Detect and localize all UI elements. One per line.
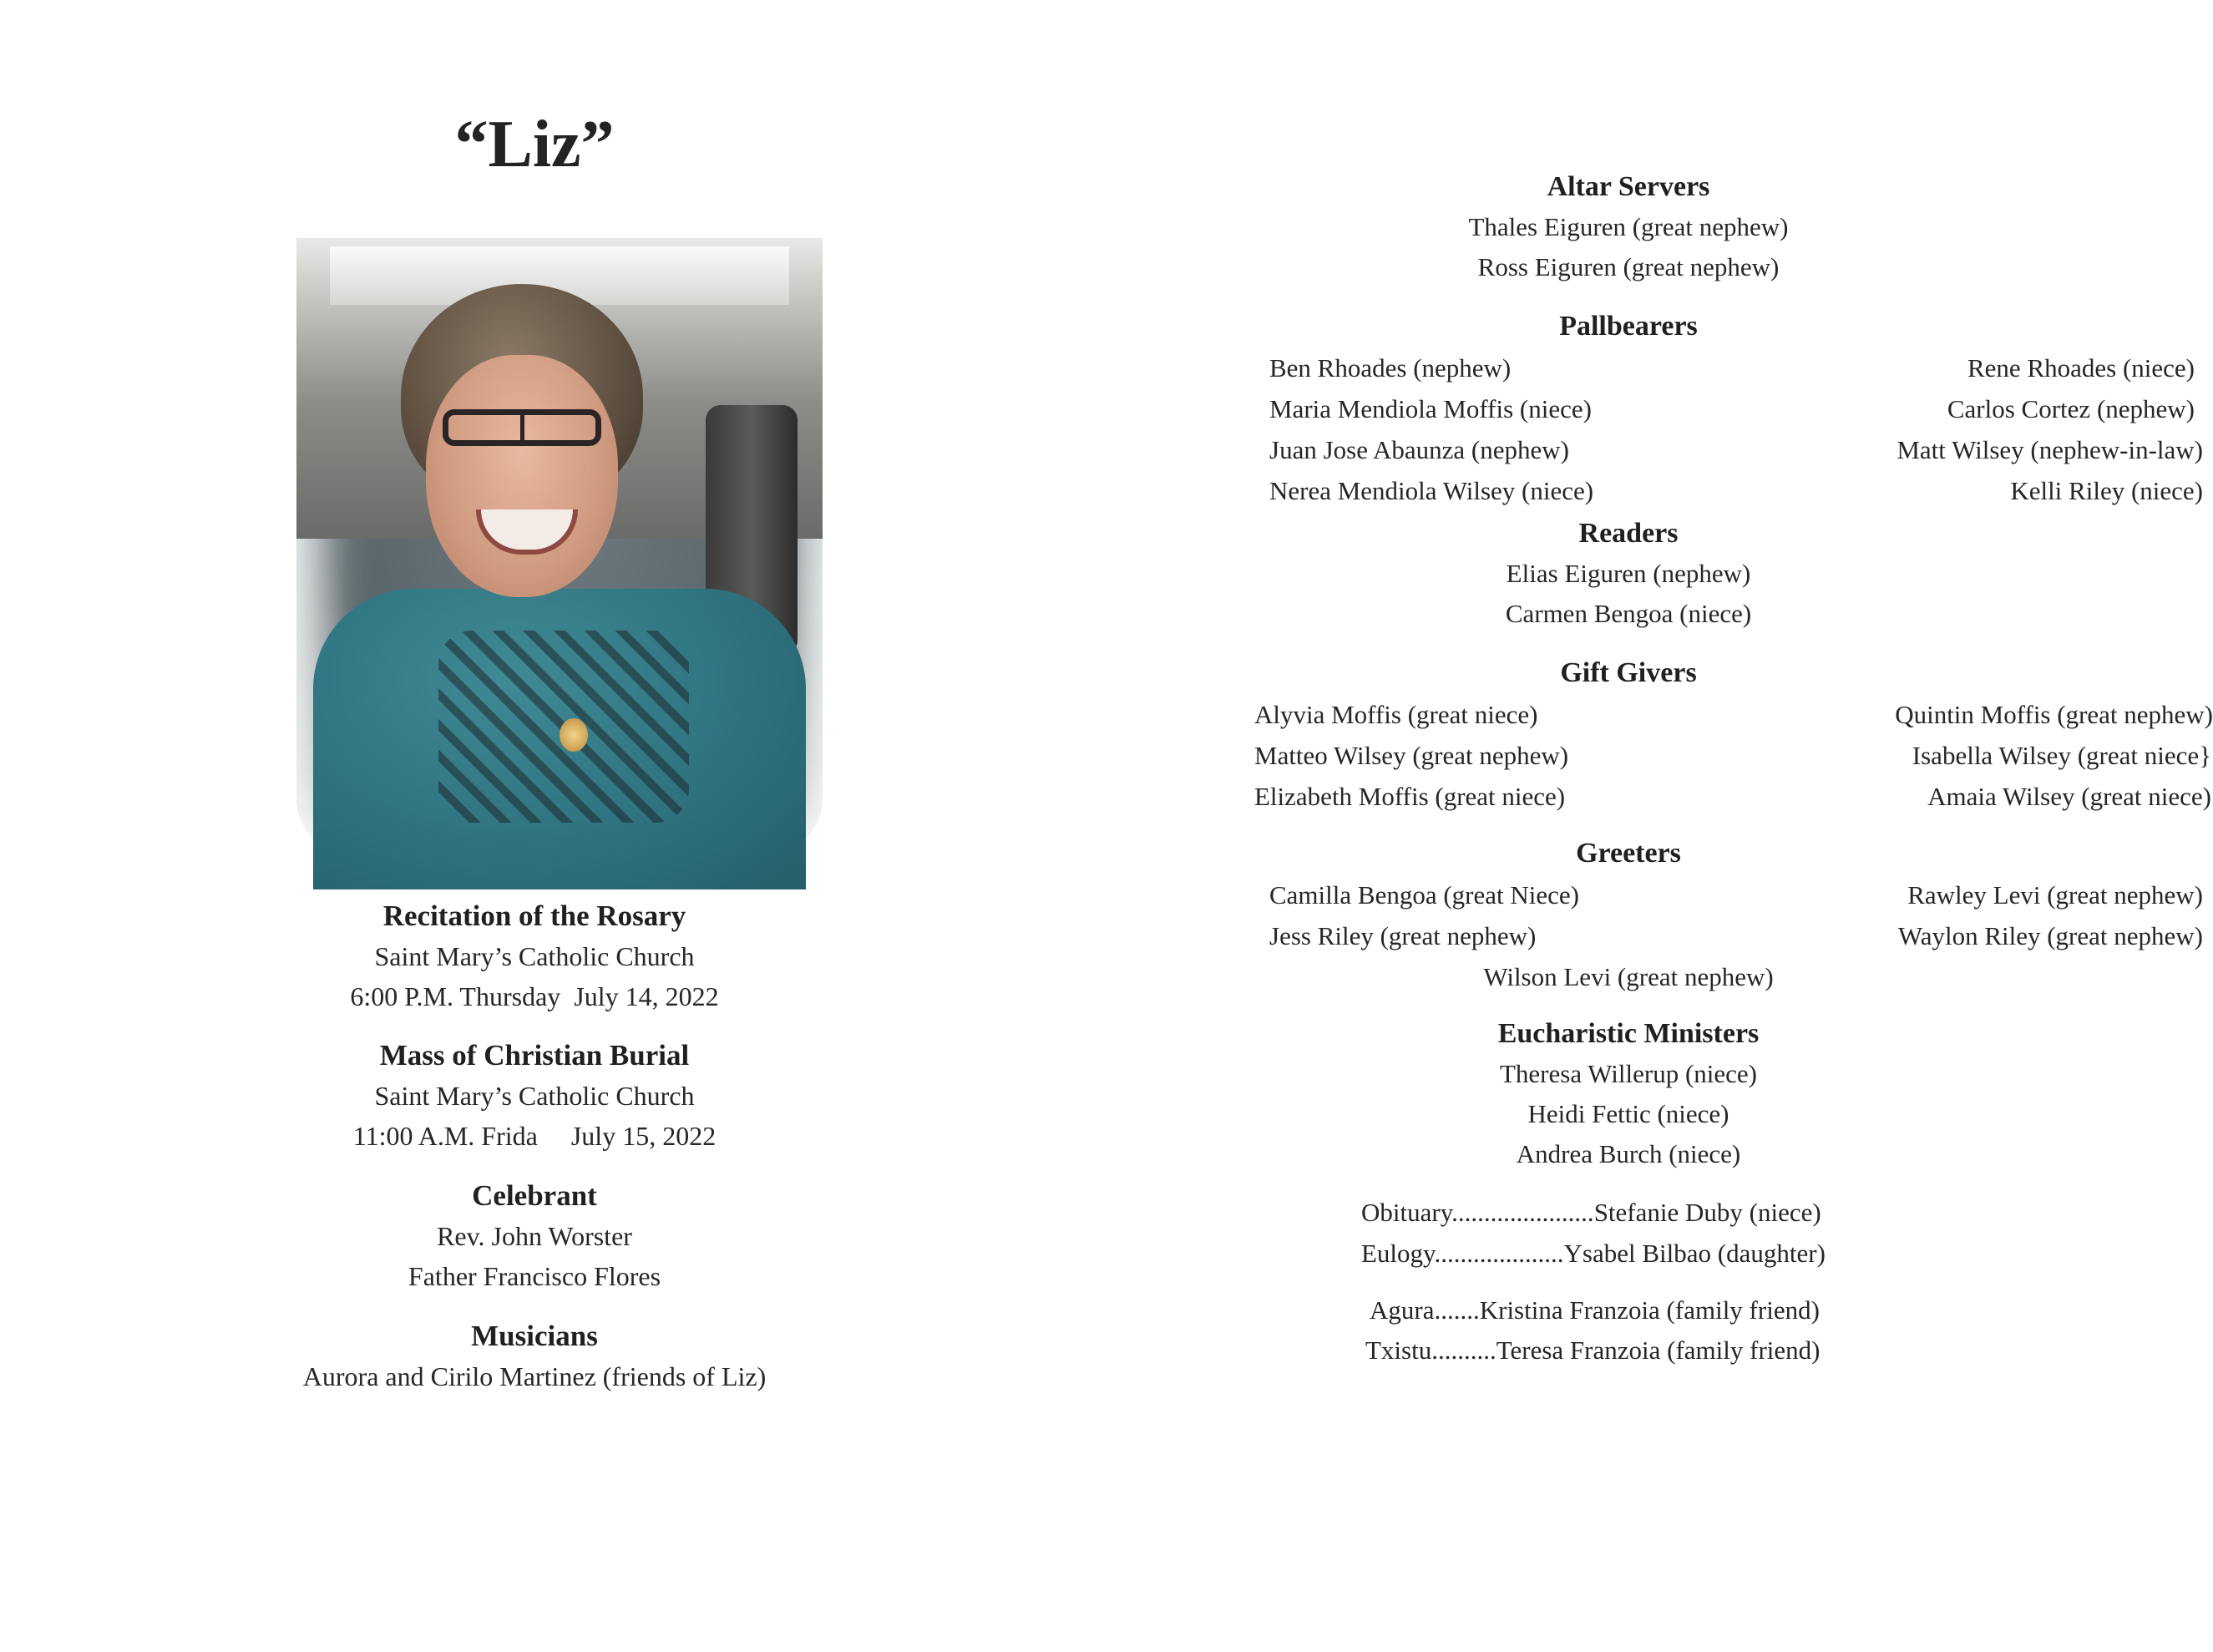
greeter-name: Wilson Levi (great nephew)	[1483, 962, 1774, 991]
pallbearer-name: Maria Mendiola Moffis (niece)	[1269, 394, 1592, 423]
reader-name: Elias Eiguren (nephew)	[1506, 559, 1751, 588]
eucharistic-heading: Eucharistic Ministers	[1497, 1018, 1760, 1049]
agura-value: Kristina Franzoia (family friend)	[1479, 1295, 1820, 1325]
txistu-line	[1365, 1330, 1820, 1371]
mass-time: 11:00 A.M. Frida	[352, 1121, 538, 1151]
agura-label: Agura.......	[1370, 1295, 1480, 1325]
musicians-heading: Musicians	[471, 1320, 598, 1352]
pallbearer-name: Rene Rhoades (niece)	[1967, 353, 2195, 383]
pallbearer-name: Carlos Cortez (nephew)	[1947, 394, 2195, 423]
readers-section	[1336, 514, 1921, 634]
rosary-date: July 14, 2022	[574, 981, 719, 1011]
txistu-value: Teresa Franzoia (family friend)	[1496, 1335, 1821, 1365]
eucharistic-name: Theresa Willerup (niece)	[1499, 1059, 1758, 1088]
eulogy-value: Ysabel Bilbao (daughter)	[1563, 1239, 1826, 1268]
mass-heading: Mass of Christian Burial	[379, 1039, 690, 1072]
rosary-datetime	[200, 976, 868, 1016]
greeters-heading-wrap	[1336, 834, 1921, 874]
mass-date: July 15, 2022	[570, 1121, 717, 1151]
mass-datetime	[200, 1116, 868, 1156]
gift-givers-heading: Gift Givers	[1560, 657, 1697, 688]
celebrant-name: Father Francisco Flores	[408, 1261, 661, 1291]
musicians-section	[200, 1316, 868, 1396]
celebrant-section	[200, 1176, 868, 1296]
obituary-line	[1361, 1193, 1821, 1233]
page-title: “Liz”	[454, 108, 615, 181]
eucharistic-section	[1336, 1014, 1921, 1174]
eucharistic-name: Andrea Burch (niece)	[1516, 1139, 1741, 1168]
mass-section	[200, 1036, 868, 1156]
gift-givers-heading-wrap	[1336, 653, 1921, 693]
eucharistic-name: Heidi Fettic (niece)	[1527, 1099, 1729, 1128]
obituary-value: Stefanie Duby (niece)	[1593, 1198, 1821, 1227]
greeter-name: Rawley Levi (great nephew)	[1907, 880, 2203, 910]
gift-giver-name: Amaia Wilsey (great niece)	[1927, 782, 2211, 811]
pallbearer-name: Ben Rhoades (nephew)	[1269, 353, 1512, 383]
gift-giver-name: Elizabeth Moffis (great niece)	[1254, 782, 1566, 811]
right-page	[1069, 0, 2213, 1652]
altar-server-name: Thales Eiguren (great nephew)	[1468, 212, 1789, 241]
pallbearer-name: Juan Jose Abaunza (nephew)	[1269, 435, 1569, 464]
altar-server-name: Ross Eiguren (great nephew)	[1477, 252, 1780, 281]
greeters-heading: Greeters	[1576, 838, 1681, 869]
gift-giver-name: Quintin Moffis (great nephew)	[1895, 700, 2213, 729]
agura-line	[1370, 1290, 1820, 1330]
pallbearer-name: Kelli Riley (niece)	[2010, 476, 2203, 505]
greeter-name: Jess Riley (great nephew)	[1269, 921, 1537, 950]
greeter-name: Camilla Bengoa (great Niece)	[1269, 880, 1579, 910]
rosary-section	[200, 896, 868, 1016]
portrait-photo	[296, 238, 823, 856]
altar-servers-heading: Altar Servers	[1547, 171, 1710, 202]
pallbearers-heading-wrap	[1336, 307, 1921, 347]
musician-name: Aurora and Cirilo Martinez (friends of Liz)	[302, 1361, 767, 1391]
pallbearers-heading: Pallbearers	[1559, 311, 1698, 342]
celebrant-heading: Celebrant	[472, 1179, 597, 1212]
mass-place: Saint Mary’s Catholic Church	[374, 1081, 695, 1111]
pallbearer-name: Matt Wilsey (nephew-in-law)	[1896, 435, 2203, 464]
greeter-name: Waylon Riley (great nephew)	[1897, 921, 2203, 950]
left-page	[0, 0, 1069, 1652]
rosary-time: 6:00 P.M. Thursday	[350, 981, 561, 1011]
pallbearer-name: Nerea Mendiola Wilsey (niece)	[1269, 476, 1594, 505]
txistu-label: Txistu..........	[1365, 1335, 1496, 1365]
reader-name: Carmen Bengoa (niece)	[1505, 599, 1752, 628]
rosary-place: Saint Mary’s Catholic Church	[374, 941, 695, 971]
gift-giver-name: Alyvia Moffis (great niece)	[1254, 700, 1538, 729]
eulogy-line	[1361, 1234, 1826, 1274]
celebrant-name: Rev. John Worster	[437, 1221, 632, 1251]
gift-giver-name: Isabella Wilsey (great niece}	[1912, 741, 2211, 770]
obituary-label: Obituary......................	[1361, 1198, 1594, 1227]
gift-giver-name: Matteo Wilsey (great nephew)	[1254, 741, 1569, 770]
altar-servers-section	[1336, 167, 1921, 287]
rosary-heading: Recitation of the Rosary	[382, 899, 686, 932]
readers-heading: Readers	[1578, 518, 1679, 549]
eulogy-label: Eulogy....................	[1361, 1239, 1564, 1268]
